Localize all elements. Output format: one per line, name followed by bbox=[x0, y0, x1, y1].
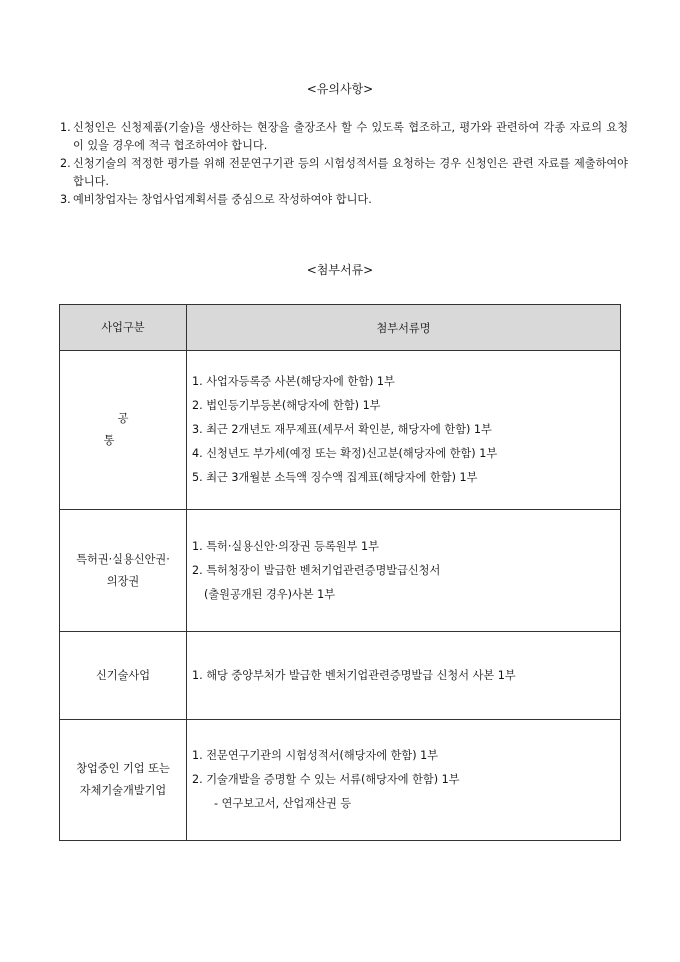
category-line: 특허권·실용신안권· bbox=[76, 552, 170, 566]
notice-heading: <유의사항> bbox=[306, 82, 374, 96]
table-header-row bbox=[60, 305, 621, 351]
category-cell bbox=[60, 351, 187, 510]
document-item: 2. 특허청장이 발급한 벤처기업관련증명발급신청서 bbox=[192, 563, 441, 577]
documents-cell bbox=[187, 632, 621, 720]
notice-item-text: 예비창업자는 창업사업계획서를 중심으로 작성하여야 합니다. bbox=[73, 193, 372, 206]
table-row bbox=[60, 510, 621, 632]
notice-list bbox=[60, 119, 628, 209]
notice-item bbox=[60, 155, 628, 191]
document-item: 3. 최근 2개년도 재무제표(세무서 확인분, 해당자에 한함) 1부 bbox=[192, 423, 492, 436]
category-common: 공 통 bbox=[103, 412, 157, 447]
table-row bbox=[60, 351, 621, 510]
documents-cell bbox=[187, 351, 621, 510]
document-item: 1. 해당 중앙부처가 발급한 벤처기업관련증명발급 신청서 사본 1부 bbox=[192, 668, 516, 682]
document-item: 5. 최근 3개월분 소득액 징수액 집계표(해당자에 한함) 1부 bbox=[192, 471, 478, 484]
category-line: 자체기술개발기업 bbox=[79, 784, 167, 797]
document-item: (출원공개된 경우)사본 1부 bbox=[204, 587, 336, 601]
header-category: 사업구분 bbox=[60, 305, 187, 351]
notice-item-text: 신청인은 신청제품(기술)을 생산하는 현장을 출장조사 할 수 있도록 협조하고, 평가와 관련하여 각종 자료의 요청이 있을 경우에 적극 협조하여야 합니다. bbox=[73, 121, 628, 152]
category-line: 신기술사업 bbox=[95, 668, 151, 682]
document-item: 1. 특허·실용신안·의장권 등록원부 1부 bbox=[192, 539, 379, 553]
category-cell bbox=[60, 632, 187, 720]
table-row bbox=[60, 720, 621, 841]
attachments-heading: <첨부서류> bbox=[306, 263, 374, 277]
notice-item-number: 2. bbox=[60, 157, 71, 170]
category-cell bbox=[60, 510, 187, 632]
document-item: - 연구보고서, 산업재산권 등 bbox=[214, 797, 352, 810]
document-item: 2. 기술개발을 증명할 수 있는 서류(해당자에 한함) 1부 bbox=[192, 773, 460, 786]
notice-item-number: 1. bbox=[60, 121, 71, 134]
notice-item bbox=[60, 119, 628, 155]
table-row bbox=[60, 632, 621, 720]
header-documents: 첨부서류명 bbox=[187, 305, 621, 351]
documents-cell bbox=[187, 720, 621, 841]
document-item: 4. 신청년도 부가세(예정 또는 확정)신고분(해당자에 한함) 1부 bbox=[192, 447, 498, 460]
category-cell bbox=[60, 720, 187, 841]
notice-item bbox=[60, 191, 628, 209]
document-item: 1. 전문연구기관의 시험성적서(해당자에 한함) 1부 bbox=[192, 749, 439, 762]
document-item: 2. 법인등기부등본(해당자에 한함) 1부 bbox=[192, 399, 381, 412]
category-line: 창업중인 기업 또는 bbox=[76, 762, 170, 775]
category-line: 의장권 bbox=[106, 574, 140, 588]
notice-item-text: 신청기술의 적정한 평가를 위해 전문연구기관 등의 시험성적서를 요청하는 경우 신청인은 관련 자료를 제출하여야 합니다. bbox=[73, 157, 628, 188]
documents-cell bbox=[187, 510, 621, 632]
document-item: 1. 사업자등록증 사본(해당자에 한함) 1부 bbox=[192, 375, 395, 388]
attachments-table bbox=[59, 304, 621, 841]
notice-item-number: 3. bbox=[60, 193, 71, 206]
